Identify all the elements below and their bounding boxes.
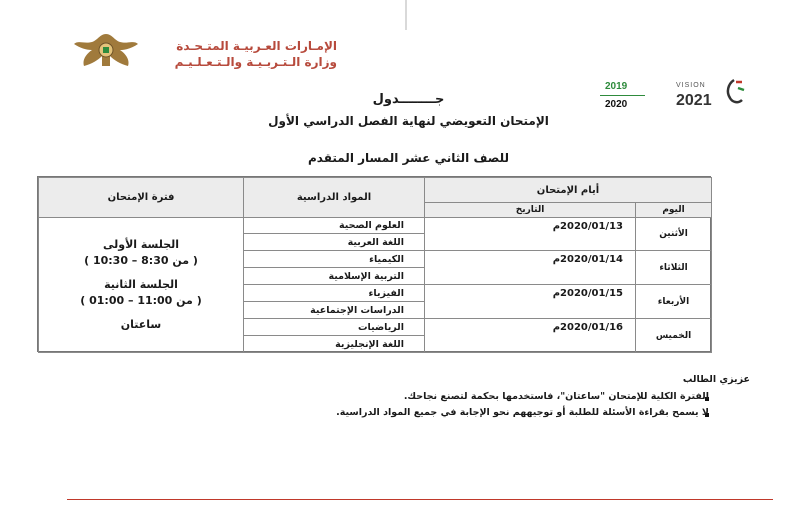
doc-title: جــــــــدول bbox=[372, 92, 445, 107]
duration-label: ساعتان bbox=[120, 318, 162, 331]
table-row-subject: الكيمياء bbox=[243, 250, 425, 268]
table-row-day: الثلاثاء bbox=[635, 250, 712, 285]
session2-time: ( من 11:00 – 01:00 ) bbox=[80, 294, 202, 307]
vision-label: VISION bbox=[676, 82, 706, 89]
footer-divider bbox=[67, 499, 773, 500]
session1-time: ( من 8:30 – 10:30 ) bbox=[84, 254, 198, 267]
header-exam-days: أيام الإمتحان bbox=[424, 177, 712, 203]
header-period: فترة الإمتحان bbox=[38, 177, 244, 218]
header-day: اليوم bbox=[635, 202, 712, 218]
vision-year: 2021 bbox=[676, 92, 712, 109]
table-row-day: الأثنين bbox=[635, 217, 712, 251]
grade-title: للصف الثاني عشر المسار المتقدم bbox=[308, 151, 509, 165]
ministry-name: وزارة الـتـربـيـة والـتـعـلـيـم bbox=[174, 55, 337, 69]
header-subjects: المواد الدراسية bbox=[243, 177, 425, 218]
uae-emblem-icon bbox=[72, 30, 140, 70]
note-item: لا يسمح بقراءة الأسئلة للطلبة أو توجيههم نحو الإجابة في جميع المواد الدراسية. bbox=[336, 407, 709, 418]
table-row-date: 2020/01/15م bbox=[424, 284, 636, 319]
table-row-subject: الرياضيات bbox=[243, 318, 425, 336]
table-row-subject: اللغة العربية bbox=[243, 233, 425, 251]
table-row-subject: الدراسات الإجتماعية bbox=[243, 301, 425, 319]
table-row-date: 2020/01/16م bbox=[424, 318, 636, 353]
country-name: الإمـارات العـربيـة المتـحـدة bbox=[176, 39, 337, 53]
ministry-header bbox=[157, 38, 337, 70]
exam-period-cell bbox=[38, 217, 244, 353]
note-item: الفترة الكلية للإمتحان "ساعتان"، فاستخدمها بحكمة لتصنع نجاحك. bbox=[403, 391, 709, 402]
table-row-day: الخميس bbox=[635, 318, 712, 353]
table-row-date: 2020/01/13م bbox=[424, 217, 636, 251]
notes-title: عزيزي الطالب bbox=[682, 374, 750, 385]
doc-subtitle: الإمتحان التعويضي لنهاية الفصل الدراسي الأول bbox=[268, 114, 549, 128]
table-row-day: الأربعاء bbox=[635, 284, 712, 319]
header-date: التاريخ bbox=[424, 202, 636, 218]
session1-label: الجلسة الأولى bbox=[102, 238, 180, 251]
academic-year-start: 2019 bbox=[605, 81, 628, 92]
table-row-subject: اللغة الإنجليزية bbox=[243, 335, 425, 353]
academic-year-end: 2020 bbox=[605, 99, 628, 110]
corner-decoration bbox=[405, 0, 407, 30]
table-row-date: 2020/01/14م bbox=[424, 250, 636, 285]
table-row-subject: التربية الإسلامية bbox=[243, 267, 425, 285]
exam-schedule-table bbox=[37, 176, 711, 352]
table-row-subject: الفيزياء bbox=[243, 284, 425, 302]
table-row-subject: العلوم الصحية bbox=[243, 217, 425, 234]
session2-label: الجلسة الثانية bbox=[104, 278, 178, 291]
